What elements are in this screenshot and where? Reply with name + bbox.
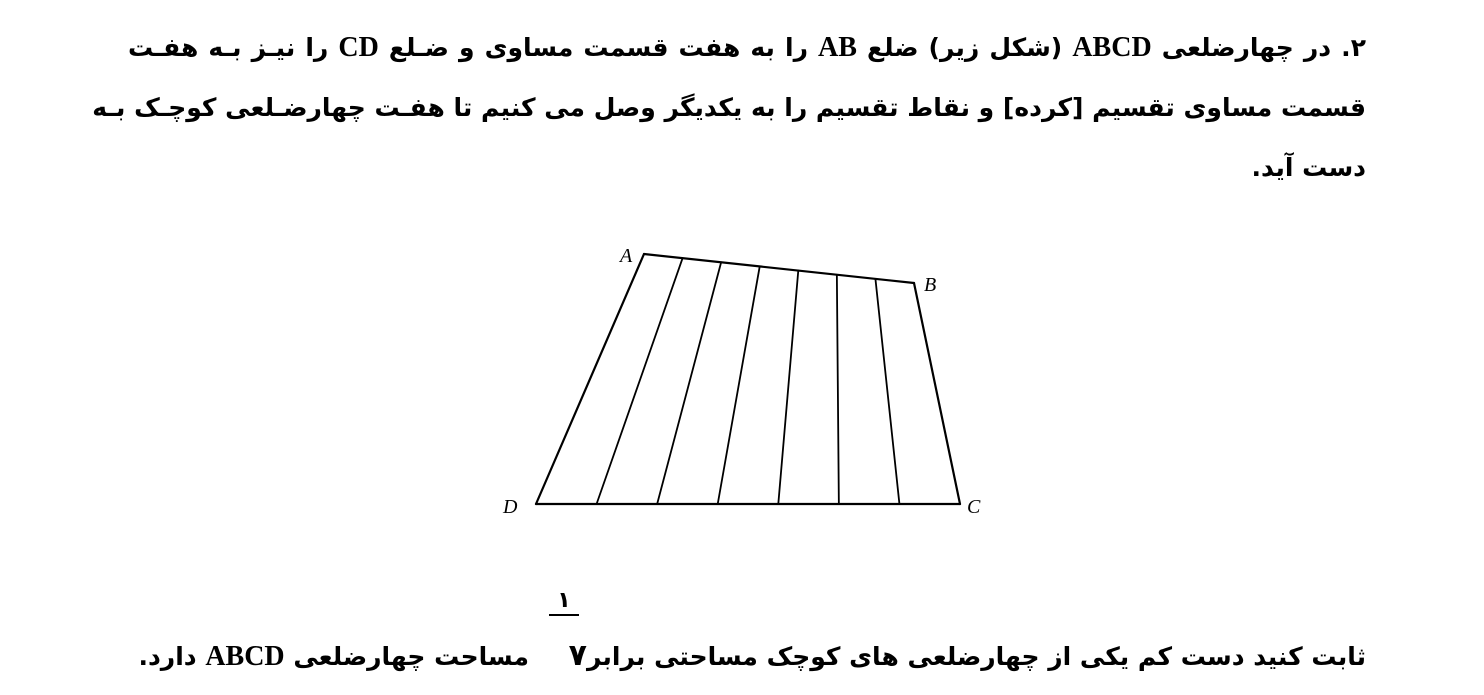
problem-line-1-middle-2: را به هفت قسمت مساوی و ضـلع bbox=[388, 33, 808, 62]
side-da bbox=[536, 254, 644, 504]
fraction-denominator: ۷ bbox=[568, 638, 587, 673]
side-ab bbox=[644, 254, 914, 283]
fraction-bar bbox=[549, 614, 579, 616]
division-line-3 bbox=[718, 266, 760, 504]
problem-line-1-start: ۲. در چهارضلعی bbox=[1161, 33, 1366, 62]
fraction-numerator: ۱ bbox=[557, 588, 571, 613]
side-bc bbox=[914, 283, 960, 504]
problem-line-1-middle: (شکل زیر) ضلع bbox=[867, 33, 1063, 62]
problem-line-3: دست آید. bbox=[1251, 153, 1366, 182]
problem-line-2: قسمت مساوی تقسیم [کرده] و نقاط تقسیم را به یکدیگر وصل می کنیم تا هفـت چهارضـلعی کوچـک بـه bbox=[92, 93, 1366, 122]
vertex-label-c: C bbox=[967, 496, 981, 518]
vertex-label-a: A bbox=[620, 245, 633, 267]
fraction-one-seventh bbox=[549, 588, 579, 616]
vertex-label-d: D bbox=[503, 496, 518, 518]
fraction-slot bbox=[529, 630, 587, 684]
conclusion-end: دارد. bbox=[138, 642, 197, 671]
vertex-label-b: B bbox=[924, 274, 937, 296]
division-line-2 bbox=[657, 262, 721, 504]
side-cd-label: CD bbox=[338, 32, 379, 63]
side-ab-label: AB bbox=[818, 32, 857, 63]
conclusion-start: ثابت کنید دست کم یکی از چهارضلعی های کوچک مساحتی برابر bbox=[586, 642, 1366, 671]
division-line-1 bbox=[597, 258, 683, 504]
problem-line-1-end: را نیـز بـه هفـت bbox=[128, 33, 329, 62]
conclusion-quadrilateral-name: ABCD bbox=[205, 641, 285, 672]
conclusion-statement bbox=[128, 630, 1366, 684]
division-lines bbox=[536, 254, 960, 504]
conclusion-middle: مساحت چهارضلعی bbox=[293, 642, 529, 671]
division-line-5 bbox=[837, 275, 839, 504]
quadrilateral-name: ABCD bbox=[1072, 32, 1152, 63]
division-line-4 bbox=[778, 271, 798, 504]
division-line-6 bbox=[875, 279, 899, 504]
